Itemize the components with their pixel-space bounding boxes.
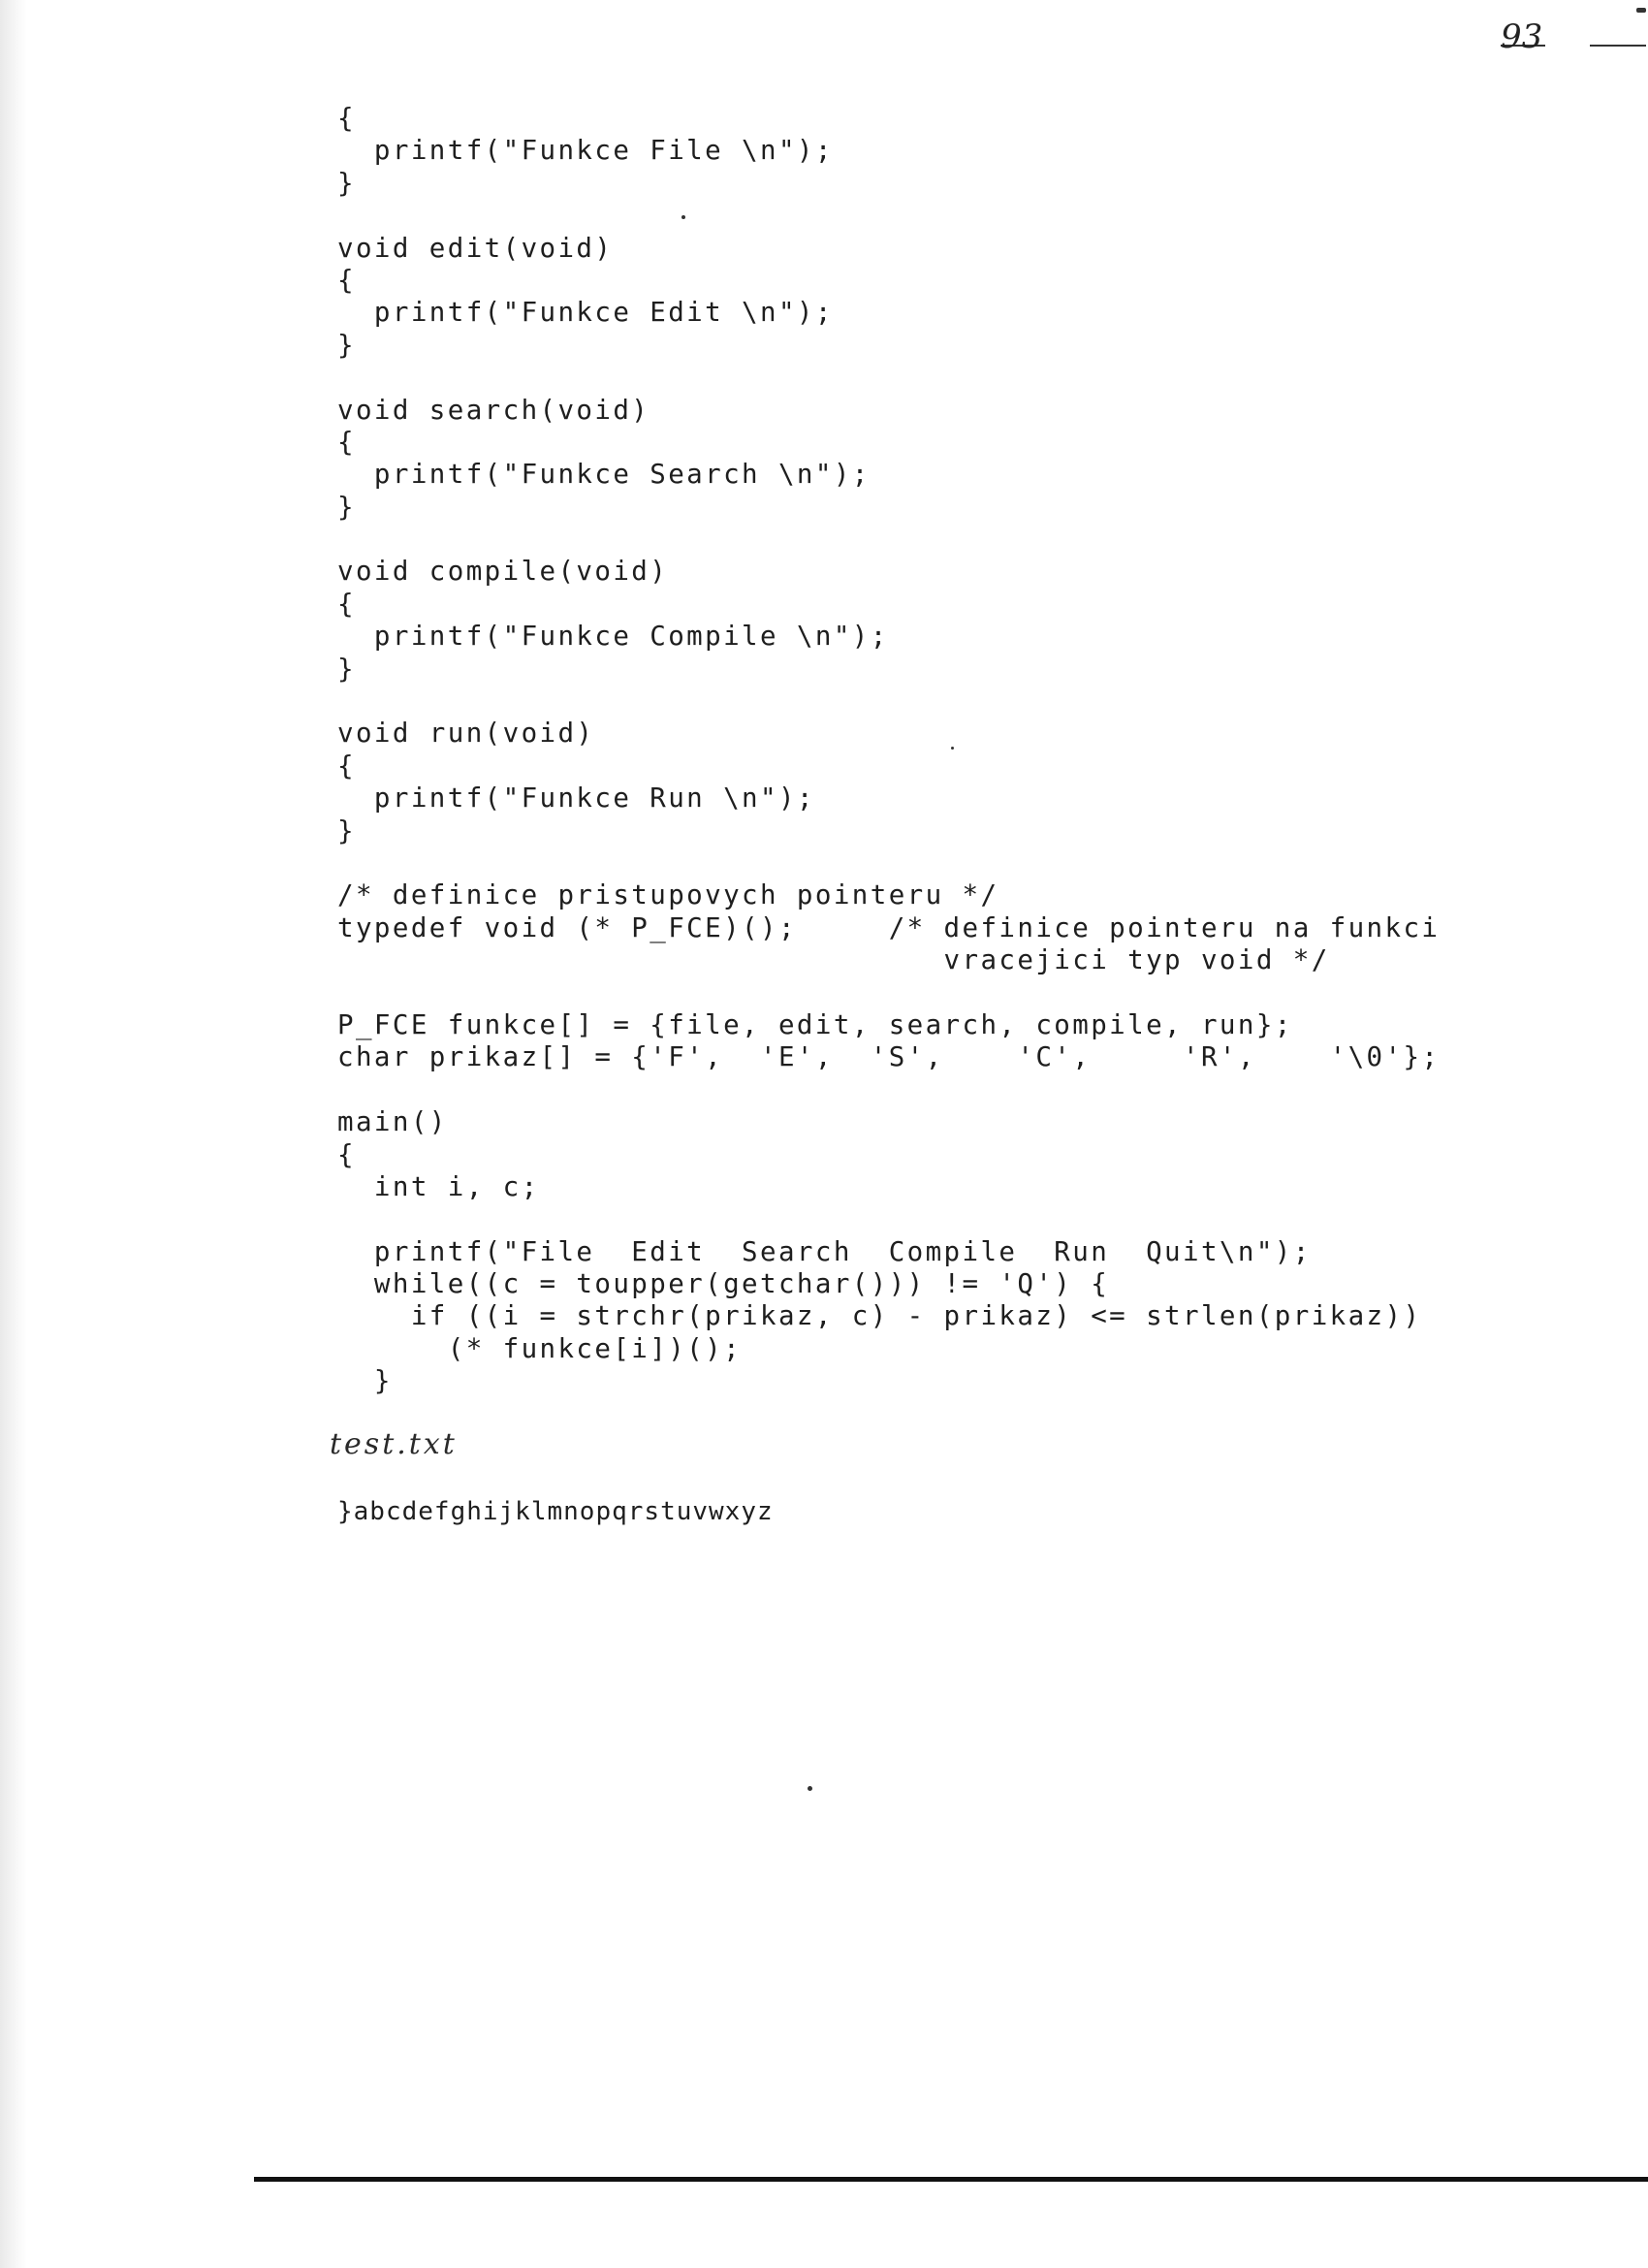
code-line: void run(void)	[337, 718, 595, 750]
page-number-rule-right	[1590, 45, 1646, 47]
code-line	[337, 1203, 1440, 1235]
code-line	[337, 1074, 1440, 1106]
scan-speck	[951, 747, 954, 750]
code-line: }	[337, 653, 356, 685]
code-line	[337, 200, 1440, 232]
code-line: {	[337, 103, 356, 134]
code-listing	[337, 103, 1440, 1398]
code-line	[337, 847, 1440, 879]
code-line: {	[337, 426, 356, 458]
scan-speck	[1636, 8, 1646, 13]
code-line: char prikaz[] = {'F', 'E', 'S', 'C', 'R', '\0'};	[337, 1041, 1441, 1073]
code-line: {	[337, 264, 356, 296]
code-line: printf("File Edit Search Compile Run Quit\n");	[337, 1235, 1312, 1267]
code-line: }	[337, 815, 356, 847]
code-line: printf("Funkce Run \n");	[337, 783, 815, 815]
code-line: typedef void (* P_FCE)(); /* definice pointeru na funkci	[337, 911, 1441, 943]
code-line: P_FCE funkce[] = {file, edit, search, compile, run};	[337, 1008, 1293, 1040]
code-line: printf("Funkce Compile \n");	[337, 621, 889, 653]
code-line: {	[337, 588, 356, 620]
scan-speck	[681, 215, 685, 219]
code-line: printf("Funkce Search \n");	[337, 459, 871, 491]
code-line: if ((i = strchr(prikaz, c) - prikaz) <= strlen(prikaz))	[337, 1300, 1422, 1332]
scan-speck	[808, 1786, 812, 1791]
code-line: int i, c;	[337, 1170, 540, 1202]
code-line: }	[337, 491, 356, 523]
scan-edge-shadow	[0, 0, 27, 2268]
code-line: }	[337, 1365, 393, 1397]
code-line: {	[337, 750, 356, 782]
bottom-rule	[254, 2177, 1648, 2182]
code-line: void edit(void)	[337, 232, 614, 264]
alphabet-line: }abcdefghijklmnopqrstuvwxyz	[337, 1497, 774, 1526]
code-line: (* funkce[i])();	[337, 1332, 743, 1364]
code-line	[337, 524, 1440, 556]
code-line: printf("Funkce File \n");	[337, 135, 834, 167]
code-line: printf("Funkce Edit \n");	[337, 297, 834, 329]
code-line: main()	[337, 1106, 448, 1138]
code-line: }	[337, 329, 356, 361]
code-line	[337, 362, 1440, 394]
code-line: }	[337, 167, 356, 199]
code-line: /* definice pristupovych pointeru */	[337, 879, 999, 911]
code-line: while((c = toupper(getchar())) != 'Q') {	[337, 1268, 1110, 1300]
page-number: 93	[1501, 17, 1543, 56]
code-line	[337, 977, 1440, 1009]
code-line	[337, 686, 1440, 718]
code-line: void search(void)	[337, 394, 650, 426]
handwritten-filename: test.txt	[330, 1427, 458, 1461]
code-line: vracejici typ void */	[337, 944, 1330, 976]
code-line: void compile(void)	[337, 556, 669, 588]
code-line: {	[337, 1138, 356, 1170]
